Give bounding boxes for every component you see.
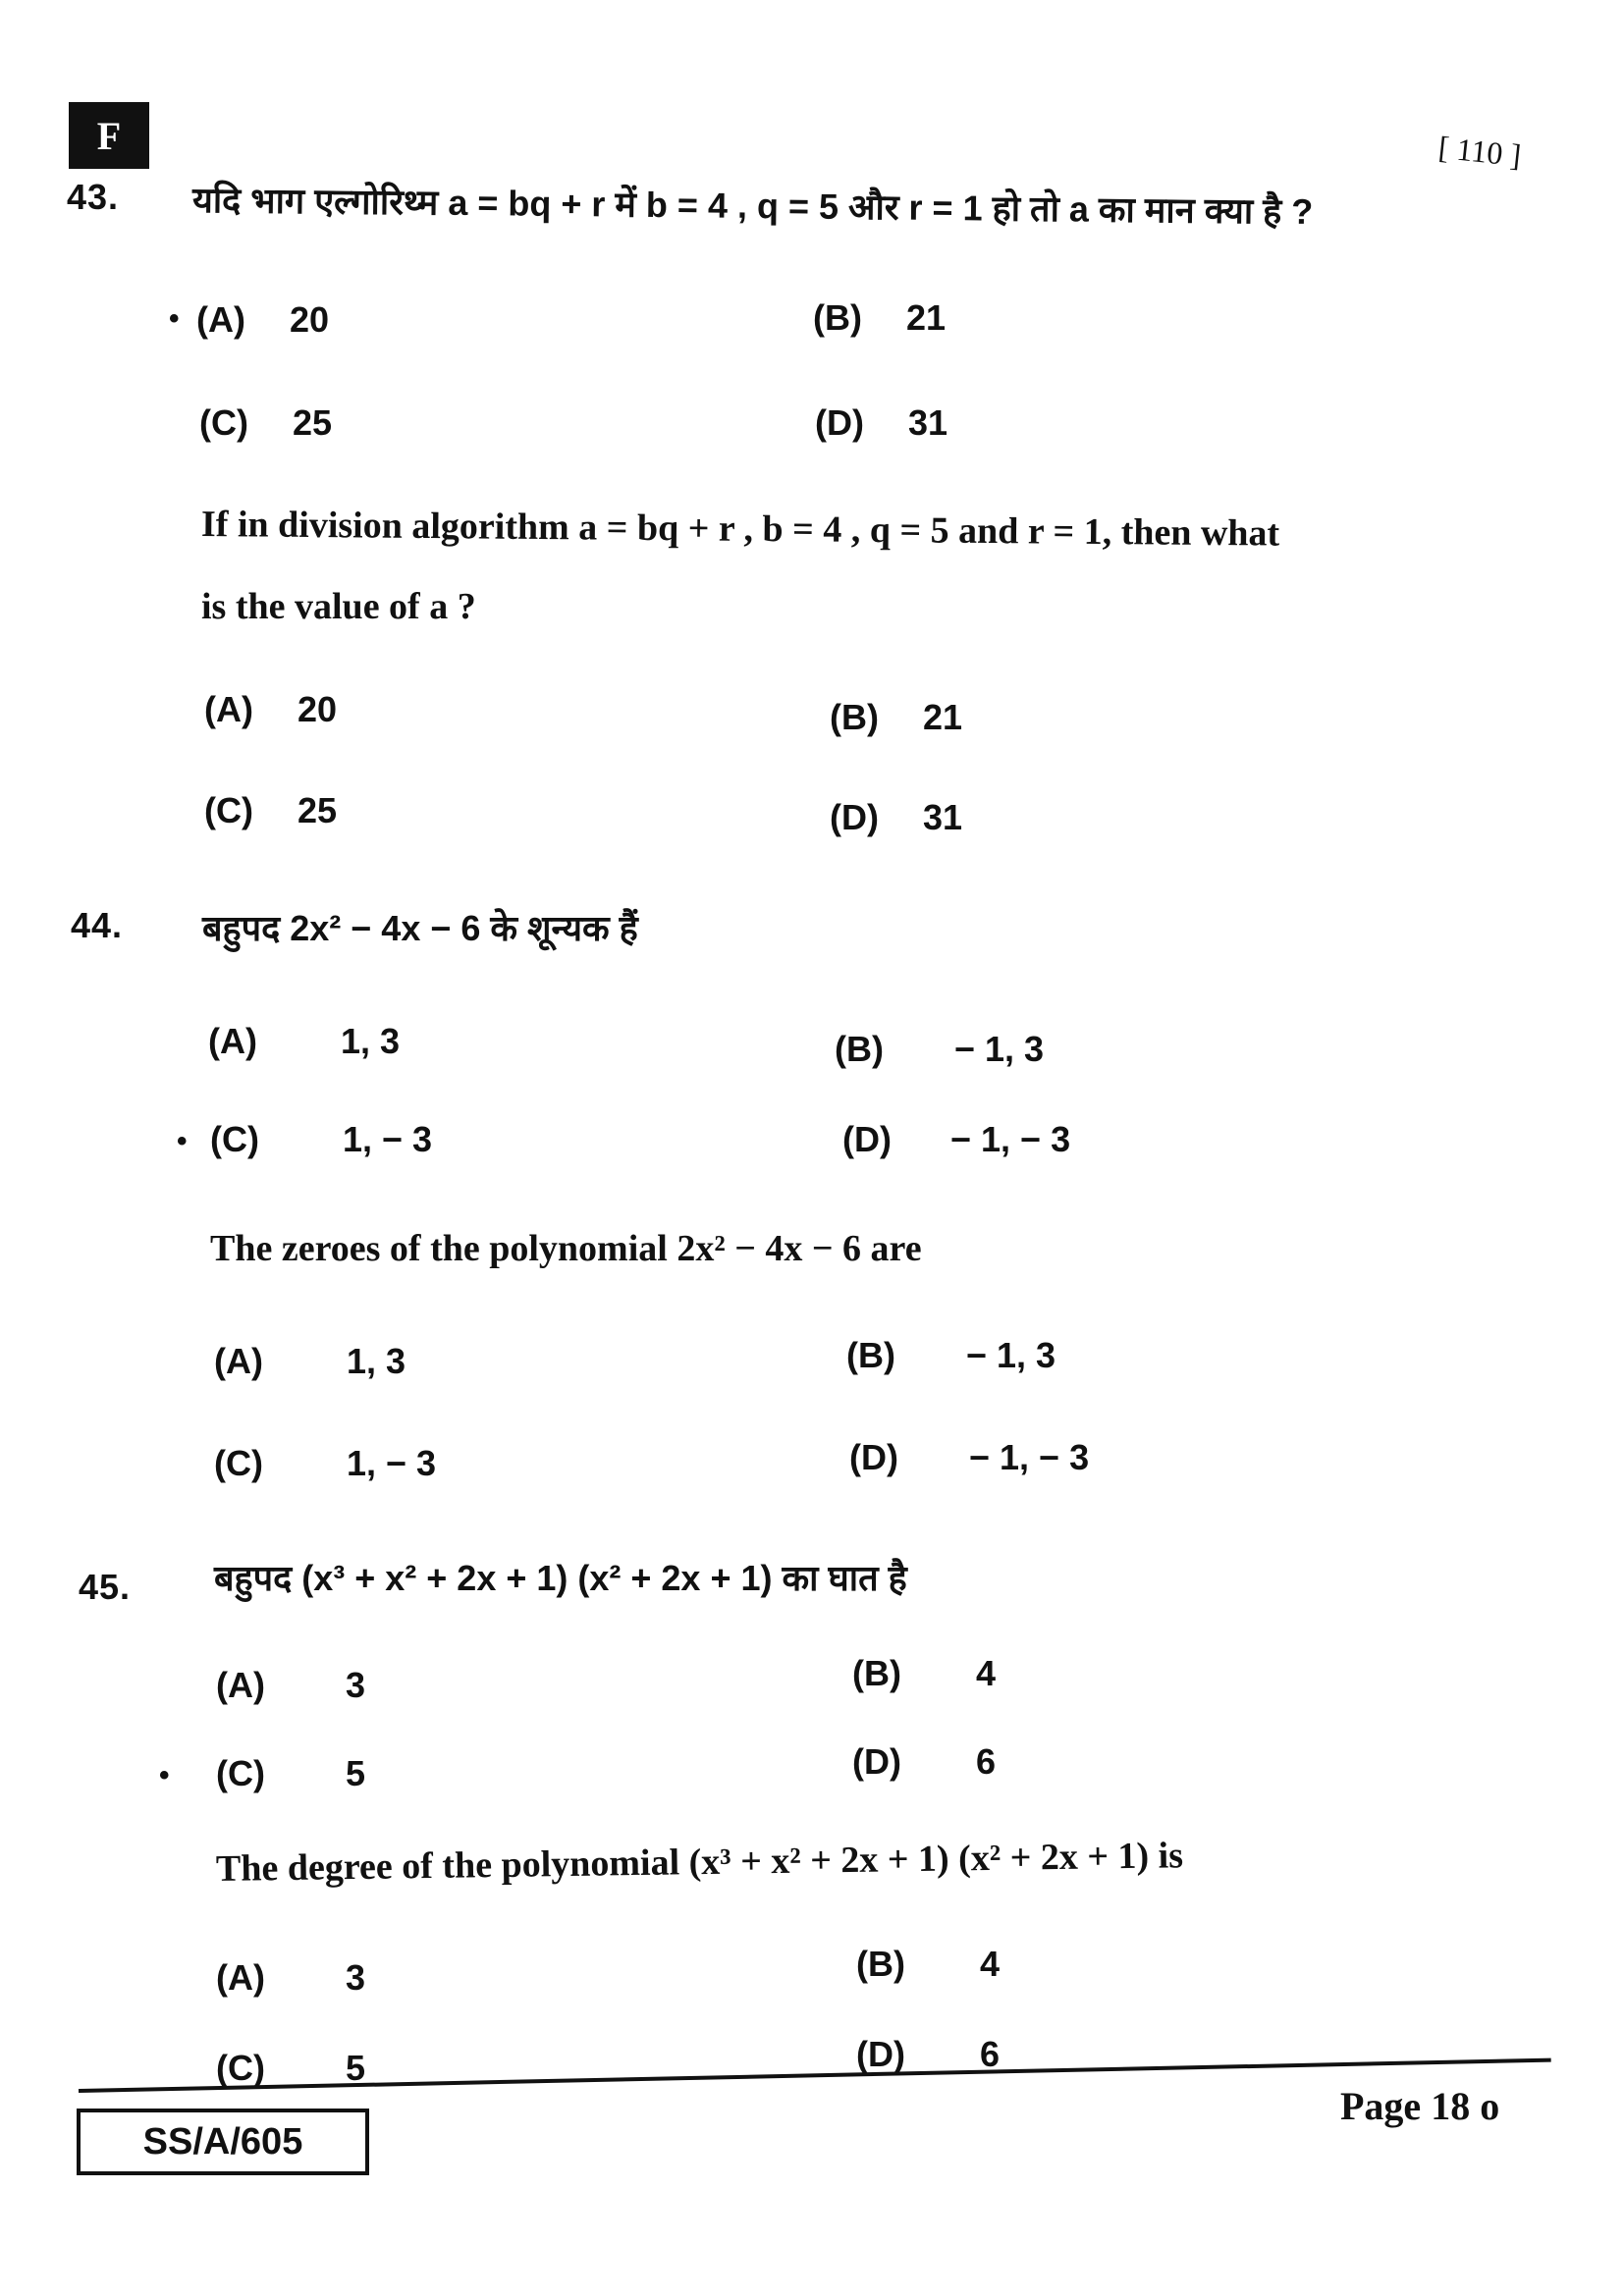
option-a xyxy=(216,1665,365,1706)
option-d xyxy=(852,1741,996,1783)
option-label: (D) xyxy=(849,1437,898,1477)
option-value: 1, − 3 xyxy=(343,1119,433,1159)
option-label: (C) xyxy=(216,2048,265,2088)
option-label: (A) xyxy=(208,1021,257,1061)
option-label: (B) xyxy=(852,1653,901,1693)
answer-mark: • xyxy=(169,302,180,335)
option-a xyxy=(204,689,337,730)
option-label: (D) xyxy=(856,2034,905,2074)
page-number: Page 18 o xyxy=(1340,2084,1500,2128)
option-label: (B) xyxy=(835,1029,884,1069)
option-d xyxy=(842,1119,1070,1160)
option-value: − 1, 3 xyxy=(966,1335,1056,1375)
option-a xyxy=(216,1957,365,1999)
option-value: − 1, 3 xyxy=(954,1029,1045,1069)
option-label: (A) xyxy=(204,689,253,729)
question-text-english-cont: is the value of a ? xyxy=(201,586,476,627)
question-number: 44. xyxy=(71,905,124,945)
option-value: 31 xyxy=(923,797,963,837)
option-value: 3 xyxy=(346,1665,366,1705)
option-value: 20 xyxy=(298,689,338,729)
option-label: (A) xyxy=(216,1957,265,1998)
option-value: 25 xyxy=(293,402,333,443)
option-label: (D) xyxy=(830,797,879,837)
answer-mark: • xyxy=(177,1125,188,1157)
question-tag: [ 110 ] xyxy=(1436,129,1523,174)
paper-code: SS/A/605 xyxy=(77,2109,369,2175)
option-a xyxy=(214,1341,406,1382)
option-label: (D) xyxy=(815,402,864,443)
option-value: − 1, − 3 xyxy=(969,1437,1090,1477)
option-label: (D) xyxy=(852,1741,901,1782)
option-c xyxy=(204,790,337,831)
option-value: 21 xyxy=(923,697,963,737)
option-value: 6 xyxy=(980,2034,1001,2074)
question-text-hindi: यदि भाग एल्गोरिथ्म a = bq + r में b = 4 , q = 5 और r = 1 हो तो a का मान क्या है ? xyxy=(191,180,1314,232)
option-value: 20 xyxy=(290,299,330,340)
option-value: 6 xyxy=(976,1741,997,1782)
question-number: 43. xyxy=(67,177,120,217)
option-b xyxy=(830,697,962,738)
option-label: (B) xyxy=(856,1944,905,1984)
option-value: 4 xyxy=(976,1653,997,1693)
option-c xyxy=(216,1753,365,1794)
option-b xyxy=(856,1944,1000,1985)
option-b xyxy=(813,297,946,339)
option-value: 1, 3 xyxy=(341,1021,401,1061)
option-label: (A) xyxy=(214,1341,263,1381)
option-value: 1, 3 xyxy=(347,1341,406,1381)
option-label: (C) xyxy=(199,402,248,443)
option-label: (C) xyxy=(216,1753,265,1793)
option-c xyxy=(210,1119,432,1160)
option-d xyxy=(815,402,947,444)
option-value: 3 xyxy=(346,1957,366,1998)
option-a xyxy=(196,299,329,341)
option-label: (A) xyxy=(196,299,245,340)
option-label: (B) xyxy=(846,1335,895,1375)
option-value: 5 xyxy=(346,2048,366,2088)
question-text-english: The degree of the polynomial (x³ + x² + 2x + 1) (x² + 2x + 1) is xyxy=(215,1835,1184,1890)
question-text-english: The zeroes of the polynomial 2x² − 4x − 6 are xyxy=(210,1228,922,1269)
option-value: 5 xyxy=(346,1753,366,1793)
option-d xyxy=(849,1437,1089,1478)
option-b xyxy=(846,1335,1056,1376)
option-label: (B) xyxy=(813,297,862,338)
answer-mark: • xyxy=(159,1759,170,1791)
option-label: (D) xyxy=(842,1119,892,1159)
option-d xyxy=(856,2034,1000,2075)
option-b xyxy=(852,1653,996,1694)
question-text-hindi: बहुपद 2x² − 4x − 6 के शून्यक हैं xyxy=(202,908,638,948)
option-value: 1, − 3 xyxy=(347,1443,437,1483)
option-a xyxy=(208,1021,400,1062)
option-d xyxy=(830,797,962,838)
option-label: (C) xyxy=(210,1119,259,1159)
option-value: − 1, − 3 xyxy=(950,1119,1071,1159)
option-c xyxy=(199,402,332,444)
option-b xyxy=(835,1029,1044,1070)
set-badge: F xyxy=(69,102,149,169)
question-text-english: If in division algorithm a = bq + r , b = 4 , q = 5 and r = 1, then what xyxy=(200,504,1280,555)
option-value: 25 xyxy=(298,790,338,830)
option-value: 4 xyxy=(980,1944,1001,1984)
option-c xyxy=(214,1443,436,1484)
option-label: (B) xyxy=(830,697,879,737)
option-label: (C) xyxy=(214,1443,263,1483)
question-text-hindi: बहुपद (x³ + x² + 2x + 1) (x² + 2x + 1) का घात है xyxy=(214,1558,907,1598)
option-label: (C) xyxy=(204,790,253,830)
option-value: 31 xyxy=(908,402,948,443)
option-label: (A) xyxy=(216,1665,265,1705)
option-value: 21 xyxy=(906,297,947,338)
question-number: 45. xyxy=(79,1567,132,1607)
